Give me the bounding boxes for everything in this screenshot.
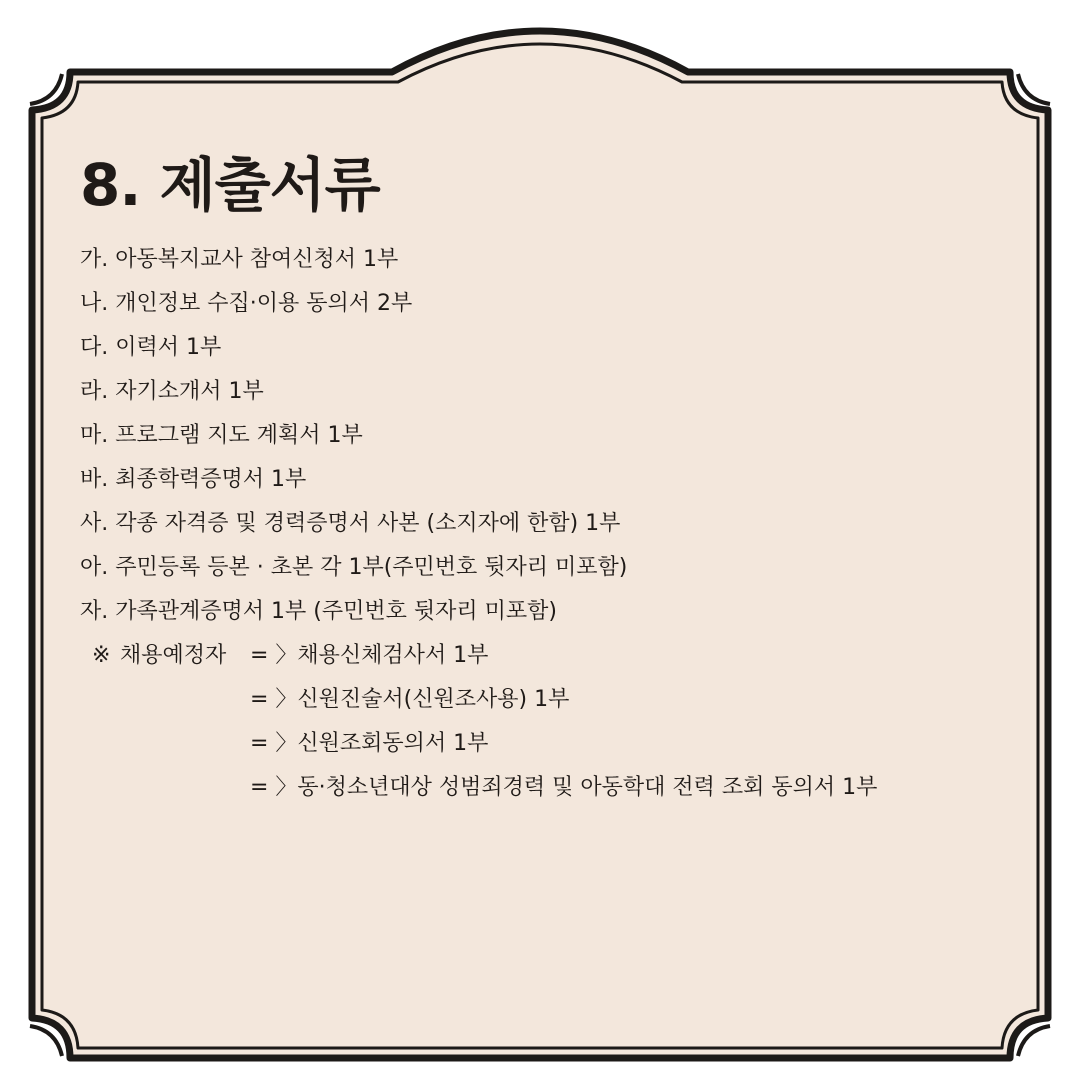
page-title: 8. 제출서류 — [80, 151, 380, 219]
note-item: = 〉채용신체검사서 1부 — [250, 643, 489, 668]
reference-mark: ※ — [92, 643, 111, 668]
note-item: = 〉신원조회동의서 1부 — [250, 731, 489, 756]
note-list — [80, 634, 1010, 810]
list-item: 바. 최종학력증명서 1부 — [80, 467, 307, 492]
list-item: 가. 아동복지교사 참여신청서 1부 — [80, 247, 399, 272]
list-item: 마. 프로그램 지도 계획서 1부 — [80, 423, 363, 448]
list-item: 사. 각종 자격증 및 경력증명서 사본 (소지자에 한함) 1부 — [80, 511, 621, 536]
note-item: = 〉신원진술서(신원조사용) 1부 — [250, 687, 570, 712]
list-item: 자. 가족관계증명서 1부 (주민번호 뒷자리 미포함) — [80, 599, 557, 624]
note-label: 채용예정자 — [120, 643, 227, 668]
document-list — [80, 238, 1010, 634]
note-item: = 〉동·청소년대상 성범죄경력 및 아동학대 전력 조회 동의서 1부 — [250, 775, 878, 800]
list-item: 라. 자기소개서 1부 — [80, 379, 264, 404]
list-item: 아. 주민등록 등본 · 초본 각 1부(주민번호 뒷자리 미포함) — [80, 555, 628, 580]
note-row — [80, 678, 1010, 722]
note-row — [80, 766, 1010, 810]
content — [80, 150, 1010, 810]
note-row — [80, 634, 1010, 678]
list-item: 나. 개인정보 수집·이용 동의서 2부 — [80, 291, 413, 316]
list-item: 다. 이력서 1부 — [80, 335, 222, 360]
note-row — [80, 722, 1010, 766]
